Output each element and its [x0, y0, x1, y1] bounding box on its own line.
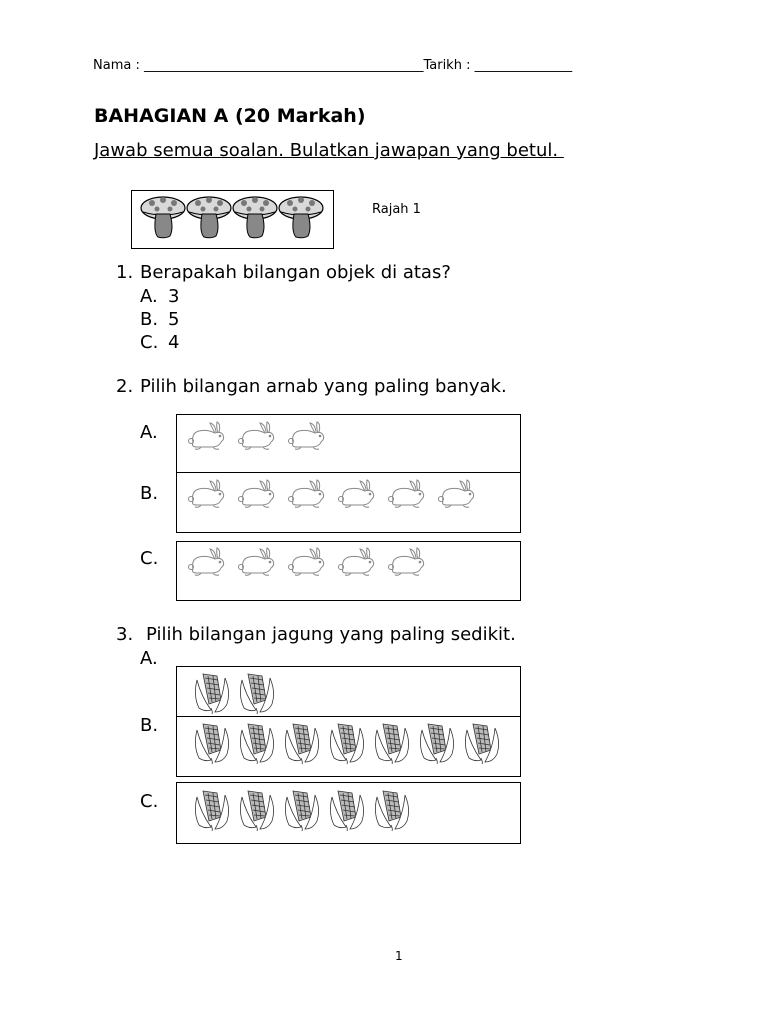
corn-icon [371, 720, 409, 766]
rabbit-icon [235, 479, 277, 511]
question-3-option-c-letter: C. [140, 791, 159, 812]
mushroom-icon [186, 192, 232, 240]
corn-icon [191, 787, 229, 833]
rabbit-icon [185, 479, 227, 511]
question-2-option-a-box[interactable] [176, 414, 521, 473]
question-2-option-b-box[interactable] [176, 472, 521, 533]
section-title: BAHAGIAN A (20 Markah) [94, 105, 366, 127]
question-1-text: Berapakah bilangan objek di atas? [140, 262, 451, 283]
page-number: 1 [395, 949, 403, 963]
question-2-option-a-letter: A. [140, 422, 158, 443]
name-date-line: Nama : ___________________________________________Tarikh : _______________ [93, 58, 573, 73]
question-2-number: 2. [116, 376, 134, 397]
corn-icon [371, 787, 409, 833]
corn-icon [461, 720, 499, 766]
mushroom-icon [232, 192, 278, 240]
rabbit-icon [235, 421, 277, 453]
mushroom-icon [140, 192, 186, 240]
rabbit-icon [435, 479, 477, 511]
rabbit-icon [285, 547, 327, 579]
rabbit-row [185, 479, 485, 511]
figure-1-box [131, 190, 334, 249]
rabbit-icon [335, 547, 377, 579]
question-3-text: Pilih bilangan jagung yang paling sedikit. [146, 624, 516, 645]
question-3-number: 3. [116, 624, 134, 645]
corn-icon [326, 720, 364, 766]
question-1-option-b-value[interactable]: 5 [168, 309, 180, 330]
corn-icon [281, 720, 319, 766]
question-1-option-a-value[interactable]: 3 [168, 286, 180, 307]
mushroom-row [140, 192, 324, 240]
corn-row [191, 720, 506, 766]
rabbit-icon [385, 479, 427, 511]
corn-icon [236, 670, 274, 716]
question-3-option-b-letter: B. [140, 715, 159, 736]
mushroom-icon [278, 192, 324, 240]
question-2-option-c-box[interactable] [176, 541, 521, 601]
question-1-option-b-letter: B. [140, 309, 159, 330]
question-1-number: 1. [116, 262, 134, 283]
corn-icon [191, 670, 229, 716]
question-3-option-b-box[interactable] [176, 716, 521, 777]
question-3-option-a-box[interactable] [176, 666, 521, 717]
question-3-option-a-letter: A. [140, 648, 158, 669]
rabbit-icon [235, 547, 277, 579]
corn-row [191, 787, 416, 833]
question-2-option-b-letter: B. [140, 483, 159, 504]
rabbit-icon [185, 547, 227, 579]
corn-row [191, 670, 281, 716]
figure-caption: Rajah 1 [372, 202, 421, 217]
rabbit-row [185, 421, 335, 453]
corn-icon [236, 787, 274, 833]
question-1-option-a-letter: A. [140, 286, 158, 307]
question-3-option-c-box[interactable] [176, 782, 521, 844]
corn-icon [416, 720, 454, 766]
instruction-text: Jawab semua soalan. Bulatkan jawapan yang betul. [94, 140, 564, 161]
rabbit-icon [285, 421, 327, 453]
rabbit-icon [185, 421, 227, 453]
question-2-option-c-letter: C. [140, 548, 159, 569]
question-1-option-c-value[interactable]: 4 [168, 332, 180, 353]
corn-icon [191, 720, 229, 766]
corn-icon [281, 787, 319, 833]
corn-icon [236, 720, 274, 766]
rabbit-icon [335, 479, 377, 511]
rabbit-row [185, 547, 435, 579]
question-1-option-c-letter: C. [140, 332, 159, 353]
question-2-text: Pilih bilangan arnab yang paling banyak. [140, 376, 507, 397]
corn-icon [326, 787, 364, 833]
rabbit-icon [285, 479, 327, 511]
rabbit-icon [385, 547, 427, 579]
